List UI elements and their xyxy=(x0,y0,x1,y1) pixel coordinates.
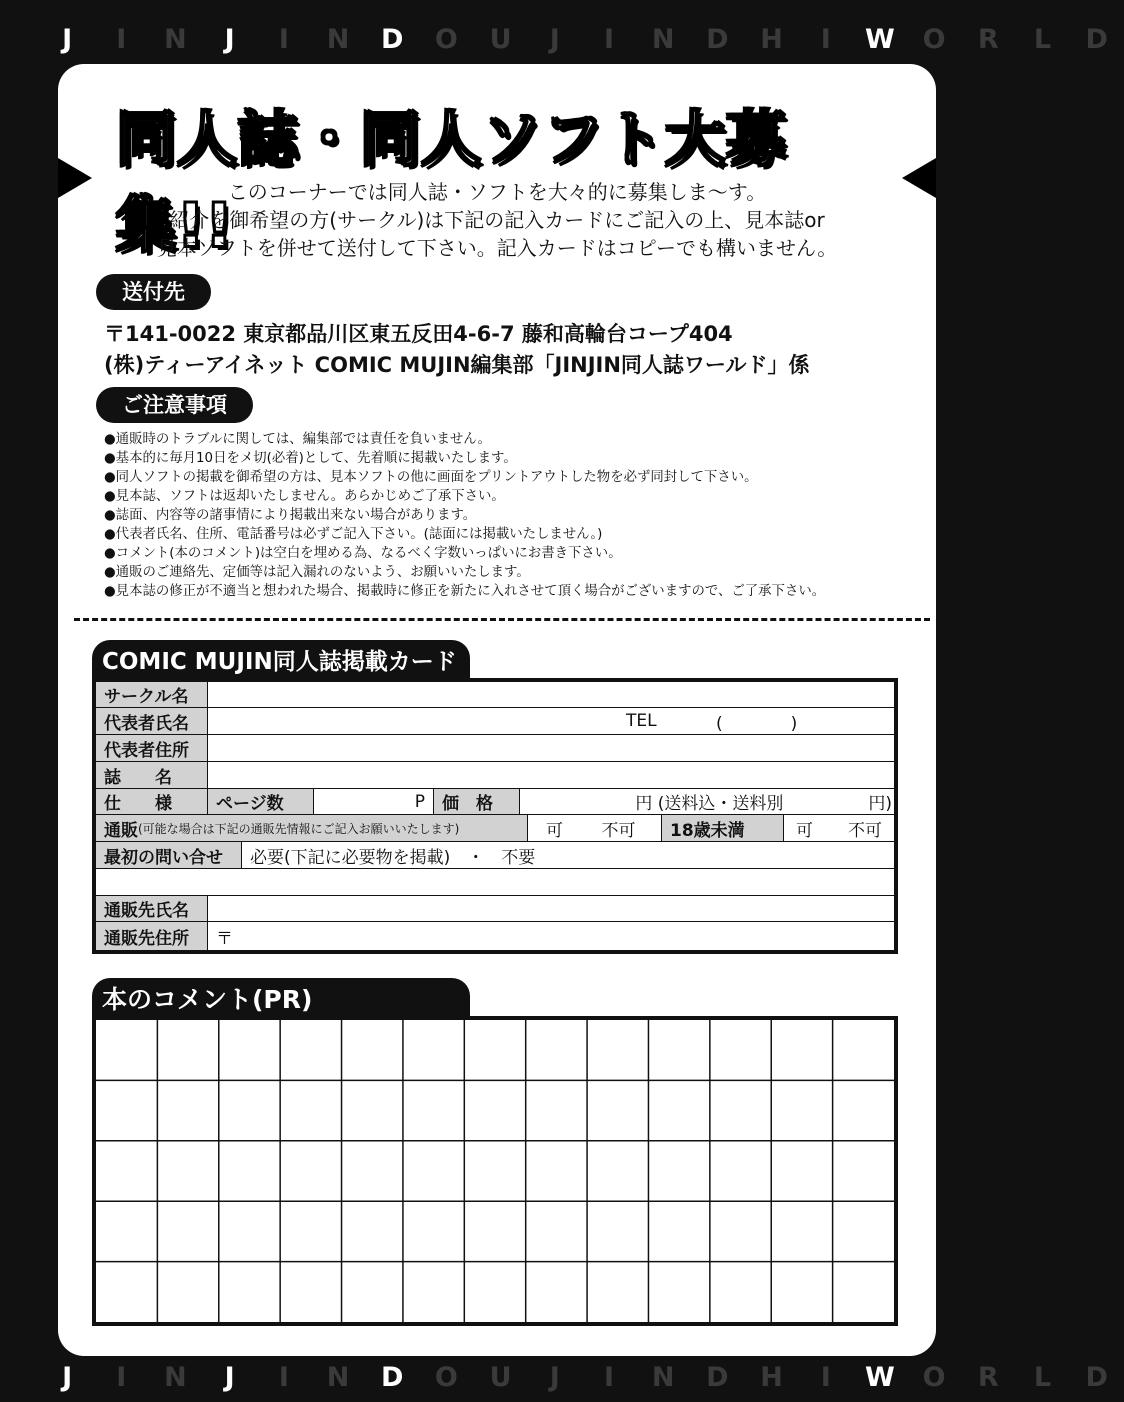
pages-field[interactable]: P xyxy=(314,789,434,814)
band-letter: O xyxy=(434,23,458,55)
notes-list xyxy=(104,430,825,601)
band-letter: I xyxy=(820,1361,831,1393)
band-letter: D xyxy=(706,23,729,55)
band-letter: J xyxy=(224,1361,235,1393)
row-mail-name: 通販先氏名 xyxy=(96,896,894,922)
band-letter: R xyxy=(977,1361,999,1393)
row-spec: 仕 様 ページ数 P 価 格 円 (送料込・送料別 円) xyxy=(96,789,894,815)
entry-card xyxy=(92,678,898,954)
form-sheet xyxy=(58,64,936,1356)
mail-name-field[interactable] xyxy=(208,896,898,921)
band-letter: I xyxy=(820,23,831,55)
mail-address-field[interactable]: 〒 xyxy=(216,928,233,949)
card-title: COMIC MUJIN同人誌掲載カード xyxy=(92,640,470,684)
circle-field[interactable] xyxy=(208,682,898,707)
row-rep-name: 代表者氏名 TEL ( ) xyxy=(96,708,894,735)
list-item: ●同人ソフトの掲載を御希望の方は、見本ソフトの他に画面をプリントアウトした物を必ず同封して下さい。 xyxy=(104,470,758,485)
send-to-address: 〒141-0022 東京都品川区東五反田4-6-7 藤和高輪台コープ404 (株)ティーアイネット COMIC MUJIN編集部「JINJIN同人誌ワールド」係 xyxy=(104,322,810,377)
band-letter: L xyxy=(1033,1361,1052,1393)
band-letter: O xyxy=(922,23,946,55)
u18-ok-option[interactable]: 可 xyxy=(796,820,813,841)
band-letter: O xyxy=(434,1361,458,1393)
band-letter: N xyxy=(326,23,350,55)
band-letter: J xyxy=(549,1361,560,1393)
band-letter: O xyxy=(922,1361,946,1393)
u18-ng-option[interactable]: 不可 xyxy=(848,820,882,841)
band-letter: H xyxy=(760,23,783,55)
band-letter: N xyxy=(651,1361,675,1393)
band-letter: D xyxy=(1085,23,1108,55)
list-item: ●見本誌の修正が不適当と想われた場合、掲載時に修正を新たに入れさせて頂く場合がございますので、ご了承下さい。 xyxy=(104,584,826,599)
mail-ng-option[interactable]: 不可 xyxy=(576,815,662,841)
band-letter: L xyxy=(1033,23,1052,55)
band-letter: W xyxy=(865,1361,895,1393)
band-letter: U xyxy=(489,23,512,55)
list-item: ●通販のご連絡先、定価等は記入漏れのないよう、お願いいたします。 xyxy=(104,565,530,580)
comment-title: 本のコメント(PR) xyxy=(92,978,470,1022)
banner-title: 同人誌・同人ソフト大募集!! xyxy=(116,105,787,261)
band-letter: I xyxy=(278,23,289,55)
row-circle: サークル名 xyxy=(96,682,894,708)
list-item: ●コメント(本のコメント)は空白を埋める為、なるべく字数いっぱいにお書き下さい。 xyxy=(104,546,622,561)
band-letter: J xyxy=(62,1361,73,1393)
row-book-name: 誌 名 xyxy=(96,762,894,789)
band-letter: I xyxy=(603,1361,614,1393)
band-letter: D xyxy=(1085,1361,1108,1393)
list-item: ●基本的に毎月10日をメ切(必着)として、先着順に掲載いたします。 xyxy=(104,451,517,466)
send-to-label: 送付先 xyxy=(96,274,211,310)
price-field[interactable]: 円 (送料込・送料別 円) xyxy=(635,794,892,814)
row-mail-address: 通販先住所 〒 xyxy=(96,922,894,950)
band-letter: W xyxy=(865,23,895,55)
band-letter: I xyxy=(603,23,614,55)
band-letter: J xyxy=(224,23,235,55)
list-item: ●通販時のトラブルに関しては、編集部では責任を負いません。 xyxy=(104,432,491,447)
band-letter: N xyxy=(164,23,187,55)
top-letter-band xyxy=(0,14,1108,64)
comment-grid-lines xyxy=(96,1020,894,1322)
rep-name-field[interactable] xyxy=(208,708,626,734)
band-letter: J xyxy=(549,23,560,55)
book-name-field[interactable] xyxy=(208,762,898,788)
bottom-letter-band xyxy=(0,1352,1108,1402)
tel-field[interactable]: ( ) xyxy=(716,713,798,734)
band-letter: I xyxy=(116,1361,127,1393)
band-letter: H xyxy=(760,1361,783,1393)
band-letter: D xyxy=(381,23,404,55)
row-mail-order: 通販 (可能な場合は下記の通販先情報にご記入お願いいたします) 可 不可 18歳未満 可 不可 xyxy=(96,815,894,842)
band-letter: N xyxy=(164,1361,187,1393)
band-letter: I xyxy=(278,1361,289,1393)
band-letter: N xyxy=(326,1361,350,1393)
row-rep-address: 代表者住所 xyxy=(96,735,894,762)
mail-ok-option[interactable]: 可 xyxy=(546,820,563,841)
band-letter: N xyxy=(651,23,675,55)
row-blank[interactable] xyxy=(96,869,894,896)
rep-address-field[interactable] xyxy=(208,735,898,761)
comment-grid[interactable] xyxy=(92,1016,898,1326)
list-item: ●誌面、内容等の諸事情により掲載出来ない場合があります。 xyxy=(104,508,477,523)
band-letter: D xyxy=(381,1361,404,1393)
cut-line xyxy=(74,618,930,621)
band-letter: J xyxy=(62,23,73,55)
band-letter: R xyxy=(977,23,999,55)
first-contact-options[interactable]: 必要(下記に必要物を掲載) ・ 不要 xyxy=(250,847,536,868)
list-item: ●代表者氏名、住所、電話番号は必ずご記入下さい。(誌面には掲載いたしません。) xyxy=(104,527,603,542)
row-first-contact: 最初の問い合せ 必要(下記に必要物を掲載) ・ 不要 xyxy=(96,842,894,869)
band-letter: U xyxy=(489,1361,512,1393)
band-letter: D xyxy=(706,1361,729,1393)
notes-label: ご注意事項 xyxy=(96,387,253,423)
band-letter: I xyxy=(116,23,127,55)
intro-text: このコーナーでは同人誌・ソフトを大々的に募集しま〜す。 紹介を御希望の方(サークル)は下記の記入カードにご記入の上、見本誌or 見本ソフトを併せて送付して下さい。記入カードはコピーでも構いません。 xyxy=(156,180,838,260)
list-item: ●見本誌、ソフトは返却いたしません。あらかじめご了承下さい。 xyxy=(104,489,505,504)
